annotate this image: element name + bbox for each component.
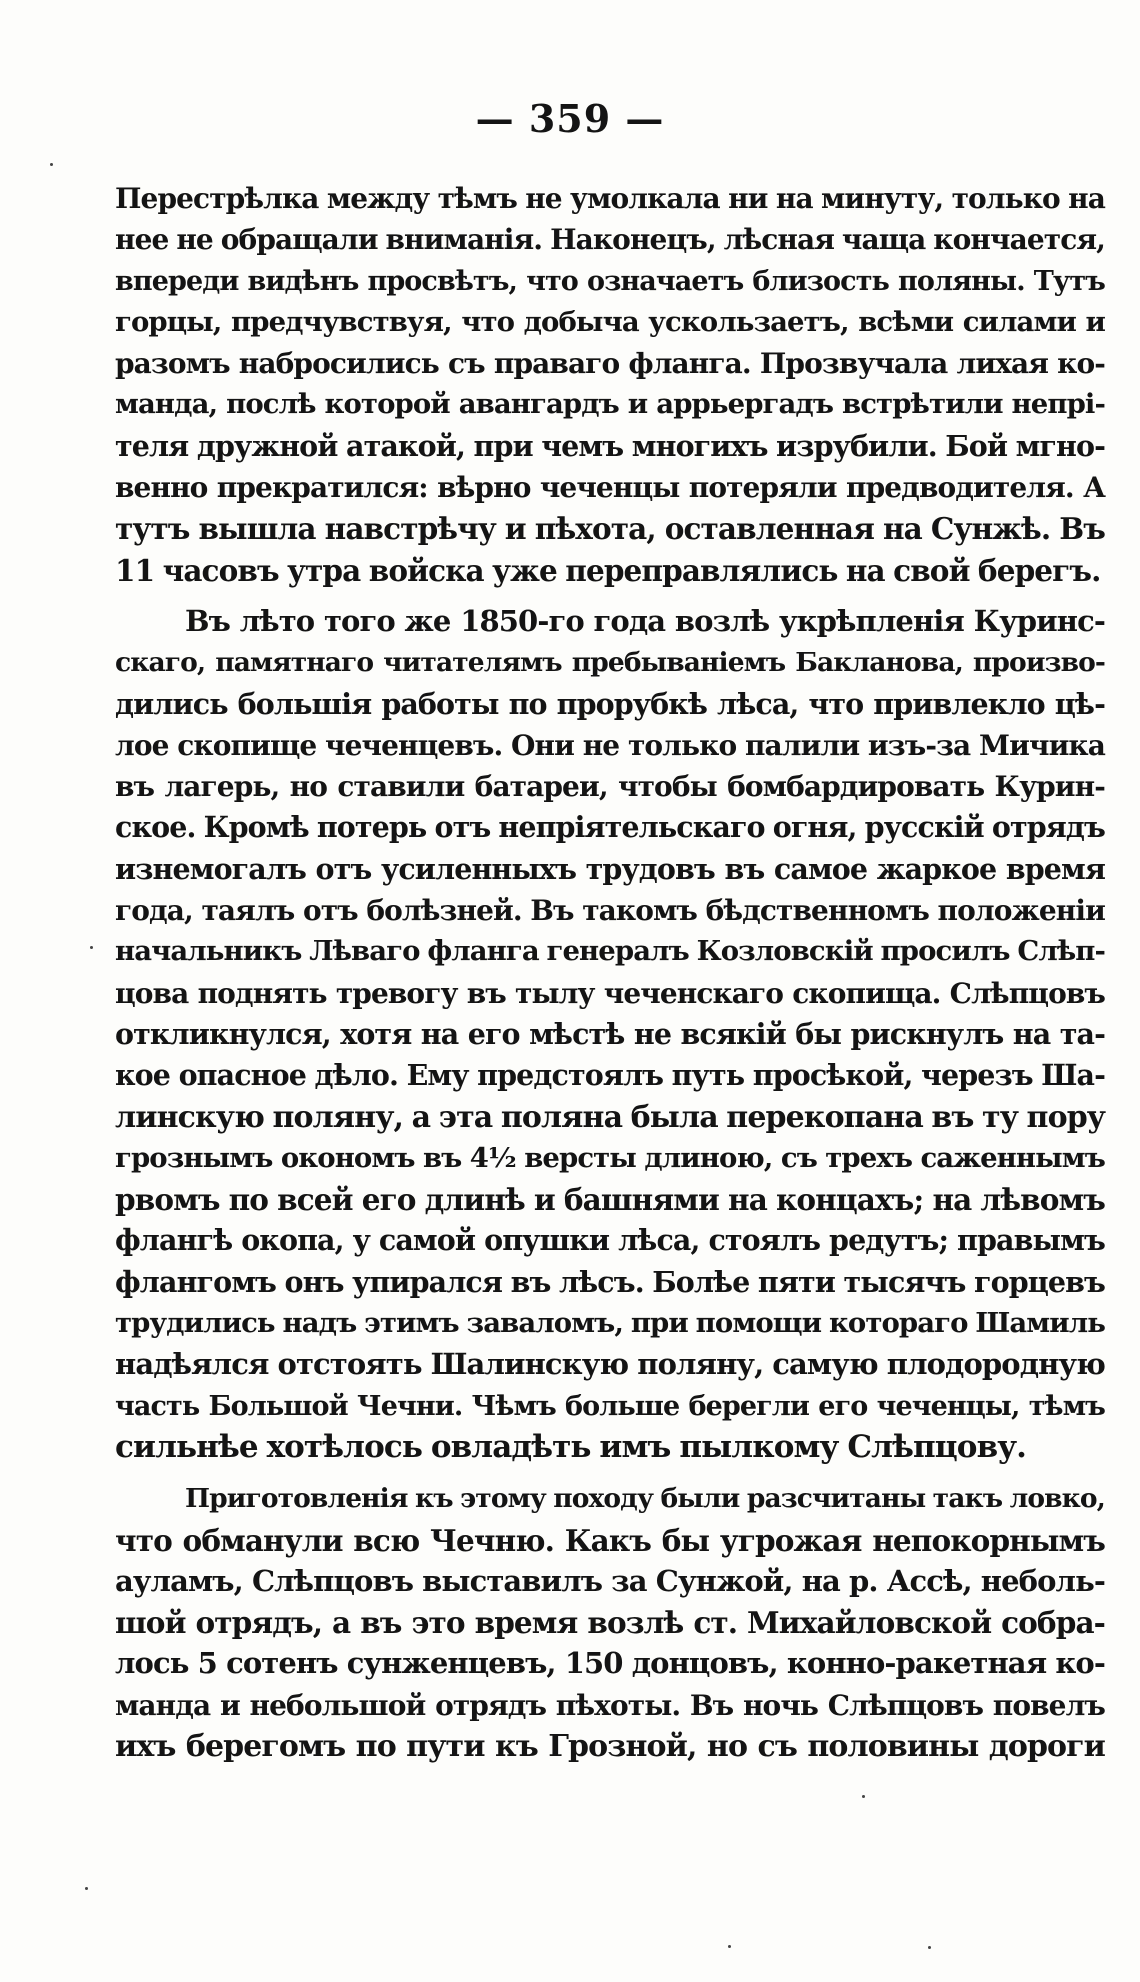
text-line: цова поднять тревогу въ тылу чеченскаго скопища. Слѣпцовъ — [115, 976, 1105, 1010]
text-line: нее не обращали вниманія. Наконецъ, лѣсная чаща кончается, — [115, 223, 1105, 257]
text-line: года, таялъ отъ болѣзней. Въ такомъ бѣдственномъ положеніи — [115, 894, 1105, 928]
text-line: манда, послѣ которой авангардъ и аррьергадъ встрѣтили непрі- — [115, 388, 1105, 421]
scan-speck — [50, 163, 53, 166]
text-line: линскую поляну, а эта поляна была перекопана въ ту пору — [115, 1099, 1106, 1135]
text-line: что обманули всю Чечню. Какъ бы угрожая непокорнымъ — [115, 1522, 1105, 1558]
text-line: ихъ берегомъ по пути къ Грозной, но съ половины дороги — [115, 1728, 1105, 1764]
text-line: флангѣ окопа, у самой опушки лѣса, стоялъ редутъ; правымъ — [115, 1223, 1105, 1258]
text-line: кое опасное дѣло. Ему предстоялъ путь просѣкой, черезъ Ша- — [115, 1058, 1105, 1093]
text-line: часть Большой Чечни. Чѣмъ больше берегли его чеченцы, тѣмъ — [115, 1390, 1105, 1422]
page-number: — 359 — — [475, 96, 665, 141]
text-line: начальникъ Лѣваго фланга генералъ Козловскій просилъ Слѣп- — [115, 935, 1105, 968]
text-line: шой отрядъ, а въ это время возлѣ ст. Михайловской собра- — [115, 1605, 1105, 1641]
text-line: Перестрѣлка между тѣмъ не умолкала ни на минуту, только на — [115, 182, 1105, 215]
paragraph-2 — [115, 601, 1105, 1468]
scan-speck — [928, 1946, 931, 1949]
scan-speck — [90, 946, 93, 949]
text-line: впереди видѣнъ просвѣтъ, что означаетъ близость поляны. Тутъ — [115, 265, 1105, 297]
text-line: ское. Кромѣ потерь отъ непріятельскаго огня, русскій отрядъ — [115, 810, 1105, 845]
text-line: тутъ вышла навстрѣчу и пѣхота, оставленная на Сунжѣ. Въ — [115, 511, 1105, 547]
text-line: ауламъ, Слѣпцовъ выставилъ за Сунжой, на р. Ассѣ, неболь- — [115, 1563, 1105, 1598]
text-line: венно прекратился: вѣрно чеченцы потеряли предводителя. А — [115, 471, 1105, 505]
text-line: теля дружной атакой, при чемъ многихъ изрубили. Бой мгно- — [115, 428, 1105, 463]
text-line: грознымъ окономъ въ 4½ версты длиною, съ трехъ саженнымъ — [115, 1141, 1105, 1174]
text-line: изнемогалъ отъ усиленныхъ трудовъ въ самое жаркое время — [115, 851, 1105, 886]
text-line: флангомъ онъ упирался въ лѣсъ. Болѣе пяти тысячъ горцевъ — [115, 1264, 1105, 1299]
text-line: скаго, памятнаго читателямъ пребываніемъ Бакланова, произво- — [115, 647, 1105, 679]
text-line: рвомъ по всей его длинѣ и башнями на концахъ; на лѣвомъ — [115, 1182, 1105, 1218]
body-text — [115, 178, 1105, 1767]
text-line: 11 часовъ утра войска уже переправлялись на свой берегъ. — [115, 552, 1101, 588]
text-line: трудились надъ этимъ заваломъ, при помощи котораго Шамиль — [115, 1307, 1105, 1340]
text-line: Въ лѣто того же 1850-го года возлѣ укрѣпленія Куринс- — [185, 603, 1105, 638]
text-line: лое скопище чеченцевъ. Они не только палили изъ-за Мичика — [115, 728, 1105, 762]
text-line: Приготовленія къ этому походу были разсчитаны такъ ловко, — [185, 1483, 1105, 1515]
text-line: откликнулся, хотя на его мѣстѣ не всякій бы рискнулъ на та- — [115, 1016, 1105, 1051]
scan-speck — [85, 1887, 88, 1890]
text-line: въ лагерь, но ставили батареи, чтобы бомбардировать Курин- — [115, 770, 1105, 804]
scan-speck — [862, 1795, 865, 1798]
text-line: дились большія работы по прорубкѣ лѣса, что привлекло цѣ- — [115, 686, 1105, 721]
scan-speck — [728, 1945, 731, 1948]
text-line: сильнѣе хотѣлось овладѣть имъ пылкому Слѣпцову. — [115, 1428, 1027, 1465]
text-line: надѣялся отстоять Шалинскую поляну, самую плодородную — [115, 1347, 1105, 1382]
text-line: разомъ набросились съ праваго фланга. Прозвучала лихая ко- — [115, 347, 1105, 381]
text-line: горцы, предчувствуя, что добыча ускользаетъ, всѣми силами и — [115, 305, 1105, 338]
text-line: манда и небольшой отрядъ пѣхоты. Въ ночь Слѣпцовъ повелъ — [115, 1688, 1105, 1722]
text-line: лось 5 сотенъ сунженцевъ, 150 донцовъ, конно-ракетная ко- — [115, 1646, 1105, 1681]
paragraph-3 — [115, 1478, 1105, 1767]
paragraph-1 — [115, 178, 1105, 591]
